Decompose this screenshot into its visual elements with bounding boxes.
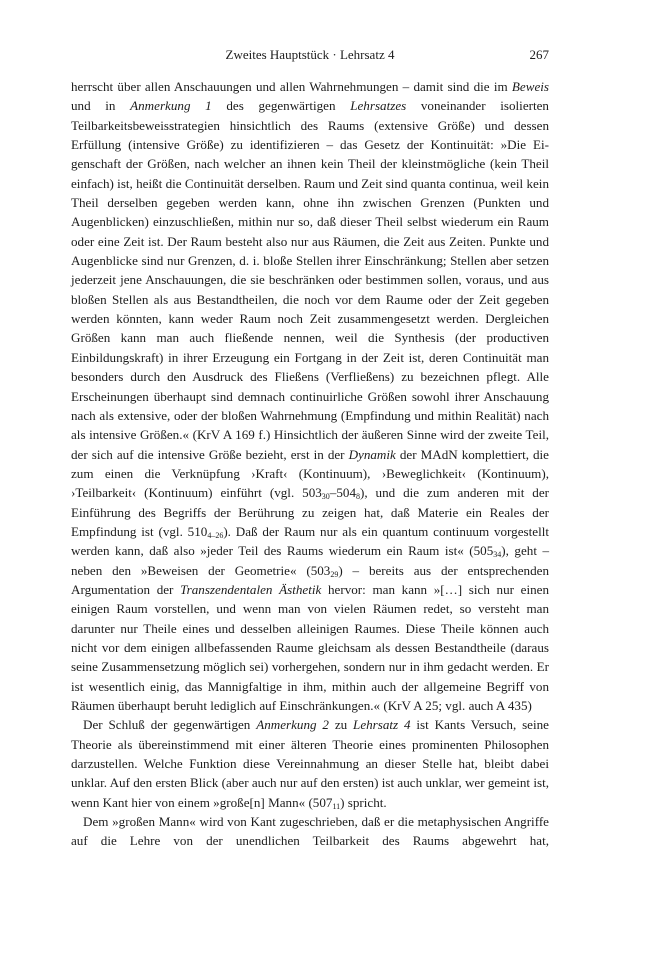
text-run: ) spricht. (340, 794, 387, 810)
text-run: voneinander isolierten Teilbarkeitsbeweisstrategien hinsichtlich des Raums (extensive Größe) und dessen Erfüllung (intensive Größe) zu identifizieren – das Gesetz der Kontinuität: »Die Eigenschaft der Größen, nach welcher an ihnen kein Theil der kleinstmögliche (kein Theil einfach) ist, heißt die Continuität derselben. Raum und Zeit sind quanta continua, weil kein Theil derselben gegeben werden kann, ohne ihn zwischen Grenzen (Punkten und Augenblicken) einzuschließen, mithin nur so, daß dieser Theil selbst wiederum ein Raum oder eine Zeit ist. Der Raum besteht also nur aus Räumen, die Zeit aus Zeiten. Punkte und Augenblicke sind nur Grenzen, d. i. bloße Stellen ihrer Einschränkung; Stellen aber setzen jederzeit jene Anschauungen, die sie beschränken oder bestimmen sollen, voraus, und aus bloßen Stellen als aus Bestandtheilen, die noch vor dem Raume oder der Zeit gegeben werden könnten, kann weder Raum noch Zeit zusammengesetzt werden. Dergleichen Größen kann man auch fließende nennen, weil die Synthesis (der productiven Einbildungskraft) in ihrer Erzeugung ein Fortgang in der Zeit ist, deren Continuität man besonders durch den Ausdruck des Fließens (Verfließens) zu bezeichnen pflegt. Alle Erscheinungen überhaupt sind demnach continuirliche Größen sowohl ihrer Anschauung nach als extensive, oder der bloßen Wahrnehmung (Empfindung und mithin Realität) nach als intensive Größen.« (KrV A 169 f.) Hinsichtlich der äußeren Sinne wird der zweite Teil, der sich auf die intensive Größe bezieht, erst in der (71, 98, 549, 462)
line-reference-subscript: 30 (321, 492, 330, 502)
running-title: Zweites Hauptstück · Lehrsatz 4 (225, 47, 395, 62)
text-run: zu (328, 717, 354, 733)
body-paragraph (71, 812, 549, 851)
page-number: 267 (529, 47, 549, 62)
line-reference-subscript: 4–26 (207, 530, 224, 540)
italic-title: Lehrsatzes (350, 98, 407, 114)
italic-title: Anmerkung 1 (130, 98, 212, 114)
text-run: und in (71, 98, 131, 114)
text-run: Der Schluß der gegenwärtigen (83, 717, 257, 733)
italic-title: Dynamik (348, 446, 396, 462)
text-run: der MAdN komplettiert, die zum einen die Verknüpfung ›Kraft‹ (Kontinuum), ›Beweglichkeit‹ (Kontinuum), ›Teilbarkeit‹ (Kontinuum) einführt (vgl. 503 (71, 446, 549, 501)
text-run: hervor: man kann »[…] sich nur einen einigen Raum vorstellen, und wenn man von vielen Räumen redet, so versteht man darunter nur Theile eines und desselben alleinigen Raumes. Diese Theile können auch nicht vor dem einigen allbefassenden Raume gleichsam als dessen Bestandtheile (daraus seine Zusammensetzung möglich sei) vorhergehen, sondern nur in ihm gedacht werden. Er ist wesentlich einig, das Mannigfaltige in ihm, mithin auch der allgemeine Begriff von Räumen überhaupt beruht lediglich auf Einschränkungen.« (KrV A 25; vgl. auch A 435) (71, 581, 549, 713)
text-run: herrscht über allen Anschauungen und allen Wahrnehmungen – damit sind die im (71, 79, 512, 94)
text-run: des gegenwärtigen (211, 98, 351, 114)
italic-title: Transzendentalen Ästhetik (180, 581, 322, 597)
text-run: Dem »großen Mann« wird von Kant zugeschrieben, daß er die metaphysischen Angriffe auf die Lehre von der unendlichen Teilbarkeit des Raums abgewehrt hat, (71, 814, 549, 849)
italic-title: Anmerkung 2 (256, 717, 329, 733)
line-reference-subscript: 8 (355, 492, 360, 502)
text-run: ) – bereits aus der entsprechenden Argumentation der (71, 562, 549, 597)
text-run: ), und die zum anderen mit der Einführung des Begriffs der Berührung zu zeigen hat, daß Materie ein Reales der Empfindung ist (vgl. 510 (71, 485, 549, 539)
body-paragraph (71, 77, 549, 715)
line-reference-subscript: 11 (332, 801, 341, 811)
line-reference-subscript: 34 (493, 550, 502, 560)
line-reference-subscript: 29 (330, 569, 339, 579)
text-run: –504 (329, 485, 356, 501)
text-run: ), geht – neben den »Beweisen der Geometrie« (503 (71, 543, 550, 578)
body-text (71, 77, 549, 851)
text-run: ist Kants Versuch, seine Theorie als übereinstimmend mit einer älteren Theorie eines prominenten Philosophen darzustellen. Welche Funktion diese Vereinnahmung an dieser Stelle hat, bleibt dabei unklar. Auf den ersten Blick (aber auch nur auf den ersten) ist auch unklar, wer gemeint ist, wenn Kant hier von einem »große[n] Mann« (507 (71, 717, 549, 810)
italic-title: Beweis (511, 79, 549, 94)
italic-title: Lehrsatz 4 (353, 717, 411, 733)
text-run: ). Daß der Raum nur als ein quantum continuum vorgestellt werden kann, daß also »jeder Teil des Raums wiederum ein Raum ist« (505 (71, 523, 549, 559)
body-paragraph (71, 715, 549, 812)
